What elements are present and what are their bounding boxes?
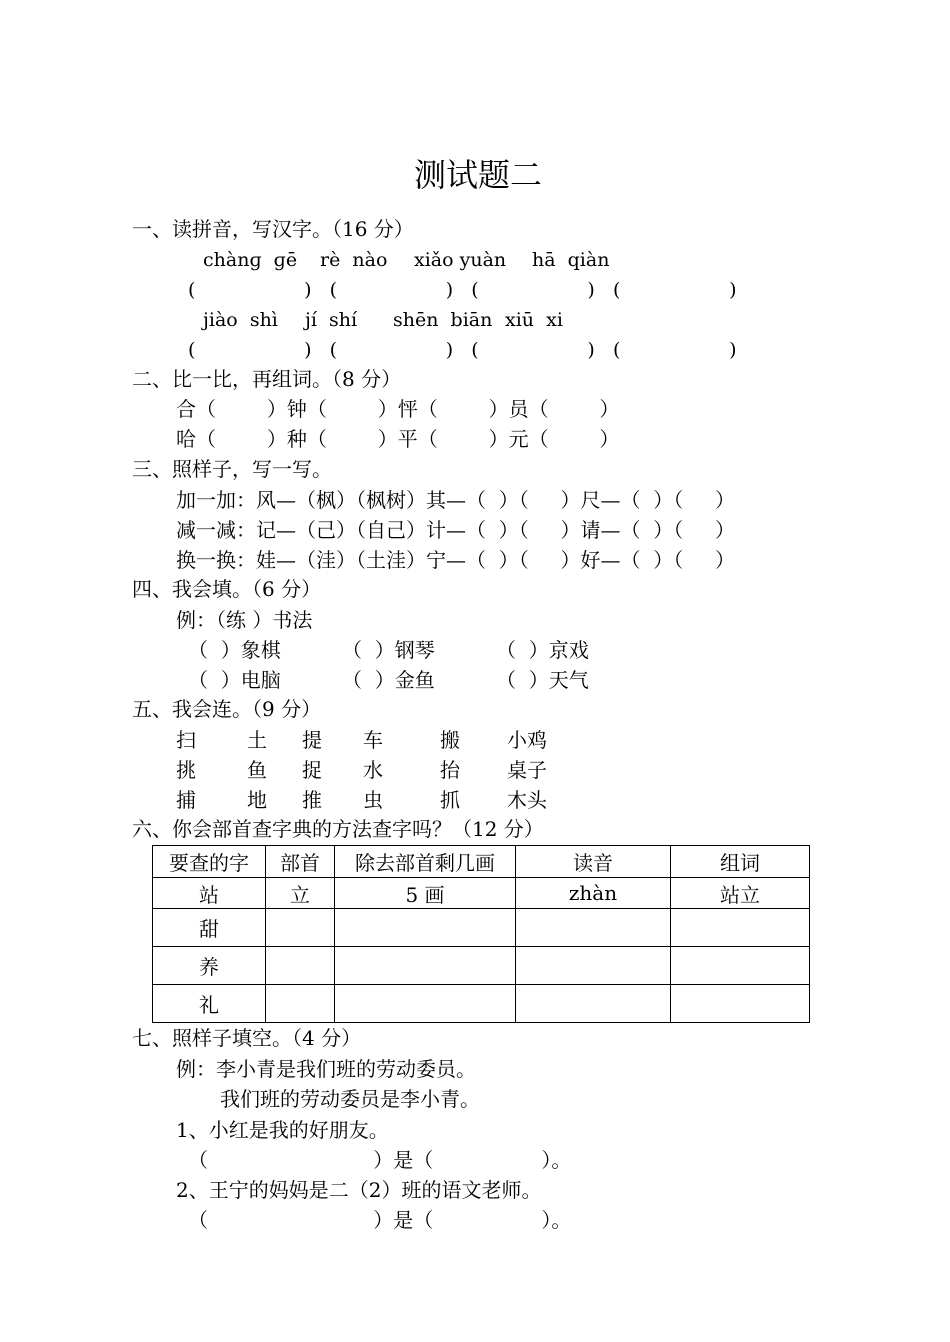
page-title: 测试题二: [414, 156, 543, 194]
match-word: 土: [247, 728, 267, 752]
table-cell-empty[interactable]: [516, 947, 671, 985]
fill-item: （ ）天气: [496, 668, 589, 692]
match-word: 地: [247, 788, 267, 812]
match-word: 抓: [440, 788, 460, 812]
compare-line-1: 合（ ）钟（ ）怦（ ）员（ ）: [176, 397, 620, 421]
table-cell-empty[interactable]: [671, 947, 810, 985]
match-word: 车: [363, 728, 383, 752]
table-header: 读音: [516, 846, 671, 878]
match-word: 扫: [176, 728, 196, 752]
answer-blank-row[interactable]: ( ) ( ) ( ) ( ): [188, 279, 737, 301]
match-word: 木头: [507, 788, 547, 812]
match-word: 挑: [176, 758, 196, 782]
fill-item: （ ）象棋: [188, 638, 281, 662]
fill-item: （ ）京戏: [496, 638, 589, 662]
table-cell: 立: [266, 878, 335, 909]
match-word: 虫: [363, 788, 383, 812]
question-1: 1、小红是我的好朋友。: [176, 1118, 389, 1142]
match-word: 推: [302, 788, 322, 812]
table-cell-empty[interactable]: [266, 909, 335, 947]
table-cell: 5 画: [335, 878, 516, 909]
pattern-line-1: 加一加：风—（枫）（枫树）其—（ ）（ ）尺—（ ）（ ）: [176, 488, 736, 512]
section-6-heading: 六、你会部首查字典的方法查字吗？（12 分）: [132, 817, 544, 841]
section-7-heading: 七、照样子填空。（4 分）: [132, 1026, 362, 1050]
pinyin-8: xiū xi: [505, 309, 563, 331]
pinyin-3: xiǎo yuàn: [414, 249, 507, 271]
match-word: 捉: [302, 758, 322, 782]
pattern-line-3: 换一换：娃—（洼）（土洼）宁—（ ）（ ）好—（ ）（ ）: [176, 548, 736, 572]
table-header: 组词: [671, 846, 810, 878]
match-word: 提: [302, 728, 322, 752]
table-cell-empty[interactable]: [516, 985, 671, 1023]
table-row: [153, 947, 810, 985]
match-word: 小鸡: [507, 728, 547, 752]
match-word: 抬: [440, 758, 460, 782]
pinyin-5: jiào shì: [203, 309, 278, 331]
match-word: 鱼: [247, 758, 267, 782]
section-1-heading: 一、读拼音，写汉字。（16 分）: [132, 217, 414, 241]
table-cell-empty[interactable]: [335, 909, 516, 947]
pinyin-7: shēn biān: [393, 309, 493, 331]
fill-item: （ ）钢琴: [342, 638, 435, 662]
table-cell: zhàn: [516, 878, 671, 909]
table-cell-empty[interactable]: [266, 985, 335, 1023]
table-cell: 礼: [153, 985, 266, 1023]
table-row: [153, 878, 810, 909]
example-sentence-1: 例：李小青是我们班的劳动委员。: [176, 1057, 476, 1081]
match-word: 水: [363, 758, 383, 782]
fill-example: 例：（练 ）书法: [176, 608, 313, 632]
table-header: 除去部首剩几画: [335, 846, 516, 878]
fill-item: （ ）金鱼: [342, 668, 435, 692]
match-word: 搬: [440, 728, 460, 752]
pinyin-2: rè nào: [320, 249, 388, 271]
fill-item: （ ）电脑: [188, 668, 281, 692]
table-cell: 甜: [153, 909, 266, 947]
pinyin-6: jí shí: [305, 309, 358, 331]
match-word: 捕: [176, 788, 196, 812]
section-4-heading: 四、我会填。（6 分）: [132, 577, 322, 601]
table-cell: 养: [153, 947, 266, 985]
section-5-heading: 五、我会连。（9 分）: [132, 697, 322, 721]
table-cell-empty[interactable]: [335, 947, 516, 985]
answer-fill-line[interactable]: （ ）是（ ）。: [188, 1148, 572, 1172]
pattern-line-2: 减一减：记—（己）（自己）计—（ ）（ ）请—（ ）（ ）: [176, 518, 736, 542]
pinyin-4: hā qiàn: [532, 249, 610, 271]
answer-fill-line[interactable]: （ ）是（ ）。: [188, 1208, 572, 1232]
table-cell-empty[interactable]: [516, 909, 671, 947]
table-cell-empty[interactable]: [671, 985, 810, 1023]
table-row: [153, 985, 810, 1023]
table-cell-empty[interactable]: [266, 947, 335, 985]
example-sentence-2: 我们班的劳动委员是李小青。: [220, 1087, 480, 1111]
table-cell-empty[interactable]: [335, 985, 516, 1023]
section-2-heading: 二、比一比，再组词。（8 分）: [132, 367, 402, 391]
table-cell: 站: [153, 878, 266, 909]
table-header: 部首: [266, 846, 335, 878]
table-row: [153, 909, 810, 947]
table-cell-empty[interactable]: [671, 909, 810, 947]
table-header-row: [153, 846, 810, 878]
pinyin-1: chànɡ ɡē: [203, 249, 298, 271]
dictionary-table: [152, 845, 810, 1023]
section-3-heading: 三、照样子，写一写。: [132, 457, 332, 481]
compare-line-2: 哈（ ）种（ ）平（ ）元（ ）: [176, 427, 620, 451]
question-2: 2、王宁的妈妈是二（2）班的语文老师。: [176, 1178, 542, 1202]
table-cell: 站立: [671, 878, 810, 909]
table-header: 要查的字: [153, 846, 266, 878]
answer-blank-row[interactable]: ( ) ( ) ( ) ( ): [188, 339, 737, 361]
match-word: 桌子: [507, 758, 547, 782]
